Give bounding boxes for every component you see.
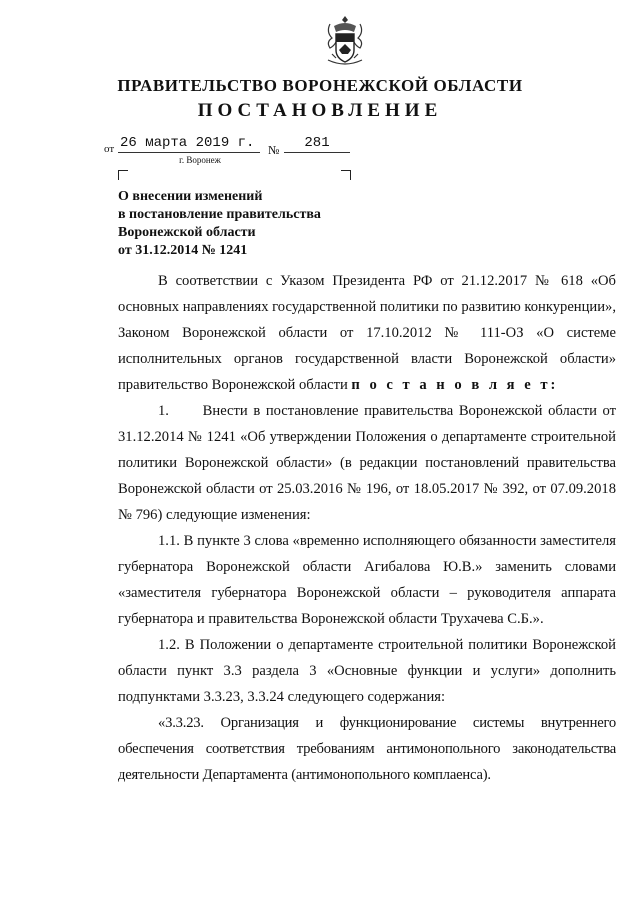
preamble-paragraph	[118, 268, 616, 398]
document-type: ПОСТАНОВЛЕНИЕ	[197, 100, 443, 121]
subject-line: О внесении изменений	[118, 189, 263, 204]
government-title: ПРАВИТЕЛЬСТВО ВОРОНЕЖСКОЙ ОБЛАСТИ	[117, 76, 523, 95]
subject-line: Воронежской области	[118, 225, 256, 240]
subject-line: от 31.12.2014 № 1241	[118, 243, 248, 258]
city-label: г. Воронеж	[179, 155, 221, 165]
paragraph-1-2: 1.2. В Положении о департаменте строительной политики Воронежской области пункт 3.3 раздела 3 «Основные функции и услуги» дополнить подпунктами 3.3.23, 3.3.24 следующего содержания:	[118, 637, 616, 705]
bracket-left	[118, 170, 128, 180]
date-prefix: от	[104, 143, 115, 155]
number-prefix: №	[268, 143, 280, 157]
bracket-right	[341, 170, 351, 180]
document-subject	[118, 188, 321, 260]
subject-line: в постановление правительства	[118, 207, 321, 222]
document-body	[118, 268, 620, 788]
paragraph-1: 1. Внести в постановление правительства Воронежской области от 31.12.2014 № 1241 «Об утверждении Положения о департаменте строительной политики Воронежской области» (в редакции постановлений правительства Воронежской области от 25.03.2016 № 196, от 18.05.2017 № 392, от 07.09.2018 № 796) следующие изменения:	[118, 403, 620, 523]
preamble-text: В соответствии с Указом Президента РФ от 21.12.2017 № 618 «Об основных направлениях государственной политики по развитию конкуренции», Законом Воронежской области от 17.10.2012 № 111-ОЗ «О системе исполнительных органов государственной власти Воронежской области» правительство Воронежской области	[118, 273, 616, 393]
document-date: 26 марта 2019 г.	[118, 134, 260, 153]
decree-word: п о с т а н о в л я е т:	[351, 377, 559, 393]
quote-paragraph: «3.3.23. Организация и функционирование системы внутреннего обеспечения соответствия требованиям антимонопольного законодательства деятельности Департамента (антимонопольного комплаенса).	[118, 715, 616, 783]
coat-of-arms-icon	[324, 14, 366, 66]
paragraph-1-1: 1.1. В пункте 3 слова «временно исполняющего обязанности заместителя губернатора Воронежской области Агибалова Ю.В.» заменить словами «заместителя губернатора Воронежской области – руководителя аппарата губернатора и правительства Воронежской области Трухачева С.Б.».	[118, 533, 616, 627]
document-number: 281	[284, 134, 350, 153]
